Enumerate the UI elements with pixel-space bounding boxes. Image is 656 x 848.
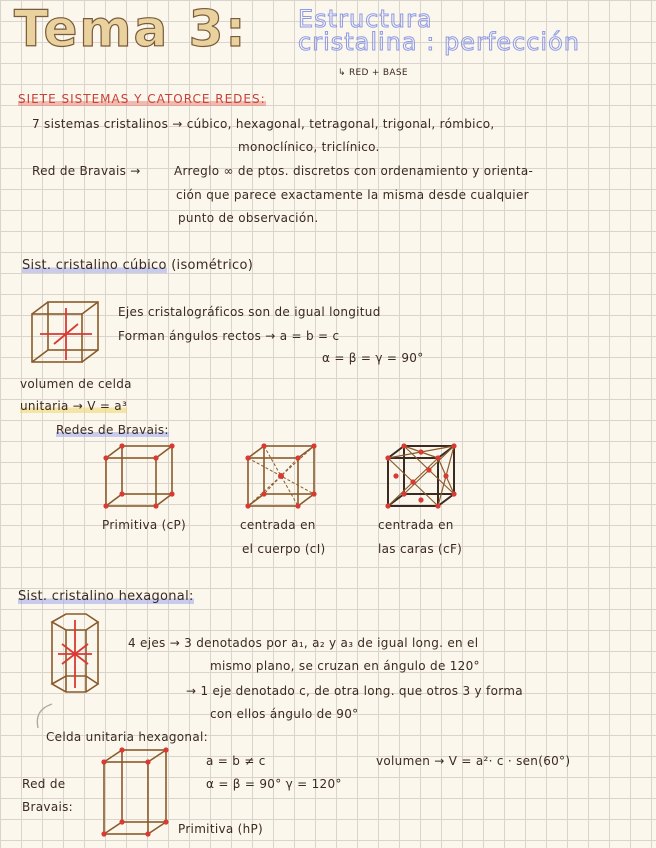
hex-axes-line2: mismo plano, se cruzan en ángulo de 120°	[210, 659, 480, 673]
bravais-def-line1: Arreglo ∞ de ptos. discretos con ordenamiento y orienta-	[174, 164, 534, 178]
bravais-def-line3: punto de observación.	[178, 211, 319, 225]
cubic-cell-figure	[28, 298, 108, 368]
hex-eq2: α = β = 90° γ = 120°	[206, 777, 342, 791]
section1-heading	[18, 92, 266, 106]
hex-primitive-label: Primitiva (hP)	[178, 822, 264, 836]
hex-eq1: a = b ≠ c	[206, 754, 266, 768]
hex-volume: volumen → V = a²· c · sen(60°)	[376, 754, 571, 768]
lattice-label-ci-line2: el cuerpo (cI)	[242, 542, 326, 556]
cubic-volume-line2	[20, 399, 127, 413]
lattice-primitive-cp	[102, 442, 182, 512]
lattice-body-centered-ci	[244, 442, 324, 512]
section2-heading-extra: (isométrico)	[171, 258, 254, 273]
curved-arrow-icon	[30, 702, 60, 732]
hex-bravais-line2: Bravais:	[22, 800, 74, 814]
hex-axes-line1: 4 ejes → 3 denotados por a₁, a₂ y a₃ de igual long. en el	[128, 636, 479, 650]
section3-heading-text: Sist. cristalino hexagonal:	[18, 589, 194, 604]
cubic-bravais-heading-text: Redes de Bravais:	[56, 423, 169, 437]
hexagonal-prism-figure	[42, 612, 112, 702]
section2-heading-text: Sist. cristalino cúbico	[22, 258, 167, 273]
lattice-face-centered-cf	[384, 442, 464, 512]
cubic-volume-text: unitaria → V = a³	[20, 399, 128, 413]
bravais-label: Red de Bravais →	[32, 164, 141, 178]
cubic-angles-eq: α = β = γ = 90°	[322, 351, 424, 365]
lattice-label-cf-line1: centrada en	[378, 518, 454, 532]
cubic-axes-line: Ejes cristalográficos son de igual longitud	[118, 305, 381, 319]
hexagonal-primitive-cell-figure	[100, 748, 180, 840]
page-title: Tema 3:	[14, 0, 248, 58]
lattice-label-ci-line1: centrada en	[240, 518, 316, 532]
lattice-label-cf-line2: las caras (cF)	[378, 542, 463, 556]
section2-heading	[22, 258, 253, 273]
systems-line2: monoclínico, triclínico.	[238, 140, 380, 154]
cubic-angles-line: Forman ángulos rectos → a = b = c	[118, 329, 340, 343]
page-subtitle-line1: Estructura	[298, 5, 433, 33]
hex-cell-heading: Celda unitaria hexagonal:	[46, 730, 208, 744]
section1-heading-text: SIETE SISTEMAS Y CATORCE REDES:	[18, 92, 266, 106]
systems-line1: 7 sistemas cristalinos → cúbico, hexagonal, tetragonal, trigonal, rómbico,	[32, 117, 495, 131]
page-subtitle-line2: cristalina : perfección	[298, 28, 580, 56]
bravais-def-line2: ción que parece exactamente la misma desde cualquier	[176, 188, 529, 202]
cubic-volume-line1: volumen de celda	[20, 377, 132, 391]
section3-heading	[18, 589, 194, 604]
cubic-bravais-heading	[56, 423, 169, 437]
title-note: ↳ RED + BASE	[338, 68, 408, 78]
lattice-label-cp: Primitiva (cP)	[102, 518, 187, 532]
hex-axes-line4: con ellos ángulo de 90°	[210, 707, 359, 721]
hex-axes-line3: → 1 eje denotado c, de otra long. que otros 3 y forma	[186, 684, 523, 698]
hex-bravais-line1: Red de	[22, 777, 66, 791]
